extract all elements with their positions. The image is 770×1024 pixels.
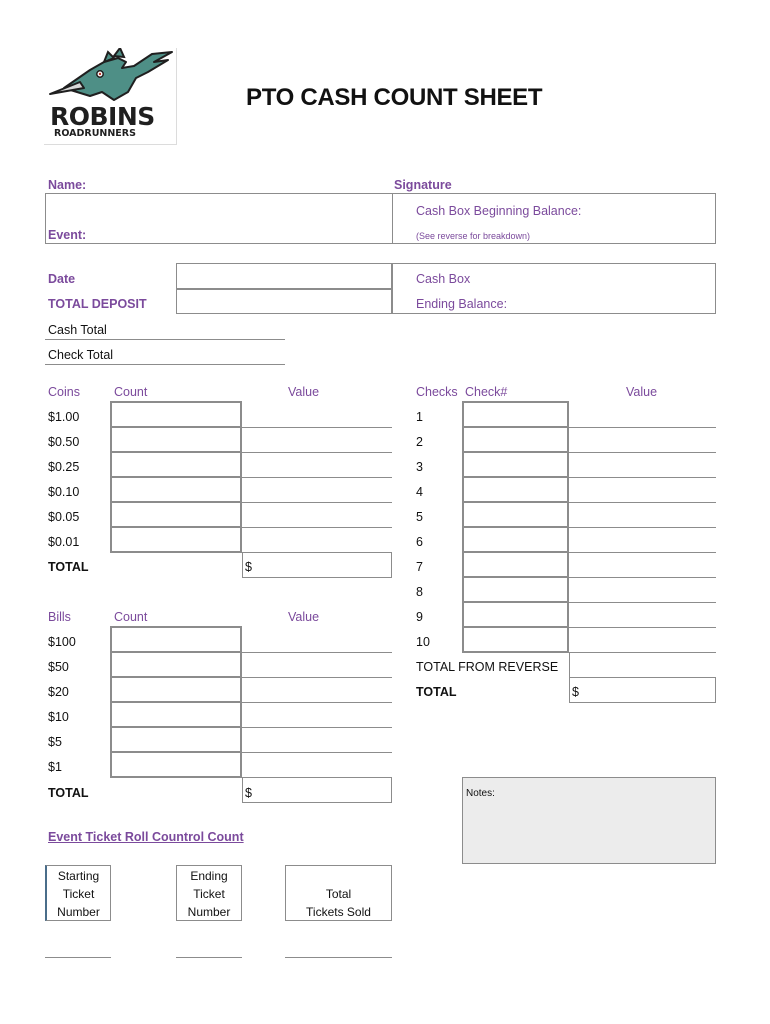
ending-balance-label: Ending Balance: bbox=[416, 297, 508, 311]
checks-header: Checks bbox=[416, 385, 458, 399]
name-event-box[interactable] bbox=[45, 193, 716, 244]
logo-line2: ROADRUNNERS bbox=[54, 128, 136, 139]
cash-total-line[interactable] bbox=[45, 339, 285, 340]
coin-count-field[interactable] bbox=[110, 501, 242, 528]
checks-number-header: Check# bbox=[465, 385, 508, 399]
checks-total-currency: $ bbox=[572, 685, 579, 699]
check-index: 10 bbox=[416, 635, 430, 649]
roadrunner-mascot-icon bbox=[44, 48, 176, 106]
coin-count-field[interactable] bbox=[110, 476, 242, 503]
total-tickets-entry-line[interactable] bbox=[285, 957, 392, 958]
check-number-field[interactable] bbox=[462, 526, 569, 553]
coin-count-field[interactable] bbox=[110, 401, 242, 428]
checks-total-field[interactable] bbox=[569, 677, 716, 703]
ending-ticket-line: Ticket bbox=[193, 887, 225, 901]
ending-ticket-entry-line[interactable] bbox=[176, 957, 242, 958]
date-field[interactable] bbox=[176, 263, 392, 289]
starting-ticket-line: Number bbox=[57, 905, 100, 919]
check-total-label: Check Total bbox=[48, 348, 114, 362]
total-deposit-field[interactable] bbox=[176, 289, 392, 314]
check-number-field[interactable] bbox=[462, 601, 569, 628]
coin-value-line[interactable] bbox=[242, 477, 392, 478]
checks-value-header: Value bbox=[626, 385, 658, 399]
coin-value-line[interactable] bbox=[242, 427, 392, 428]
ending-ticket-box[interactable] bbox=[176, 865, 242, 921]
check-value-line[interactable] bbox=[569, 427, 716, 428]
page-title: PTO CASH COUNT SHEET bbox=[246, 84, 543, 111]
check-index: 4 bbox=[416, 485, 423, 499]
check-number-field[interactable] bbox=[462, 551, 569, 578]
name-label: Name: bbox=[48, 178, 87, 192]
total-tickets-line: Tickets Sold bbox=[306, 905, 371, 919]
coin-denomination: $0.50 bbox=[48, 435, 80, 449]
check-value-line[interactable] bbox=[569, 552, 716, 553]
coin-value-line[interactable] bbox=[242, 502, 392, 503]
bill-value-line[interactable] bbox=[242, 702, 392, 703]
bill-value-line[interactable] bbox=[242, 752, 392, 753]
coin-denomination: $0.01 bbox=[48, 535, 80, 549]
cash-total-label: Cash Total bbox=[48, 323, 107, 337]
check-value-line[interactable] bbox=[569, 627, 716, 628]
event-label: Event: bbox=[48, 228, 87, 242]
bill-denomination: $20 bbox=[48, 685, 69, 699]
check-number-field[interactable] bbox=[462, 576, 569, 603]
coin-count-field[interactable] bbox=[110, 526, 242, 553]
bill-value-line[interactable] bbox=[242, 727, 392, 728]
ticket-heading: Event Ticket Roll Countrol Count bbox=[48, 830, 244, 844]
check-number-field[interactable] bbox=[462, 626, 569, 653]
coins-total-currency: $ bbox=[245, 560, 252, 574]
bill-count-field[interactable] bbox=[110, 751, 242, 778]
bill-denomination: $10 bbox=[48, 710, 69, 724]
bill-count-field[interactable] bbox=[110, 726, 242, 753]
starting-ticket-line: Starting bbox=[57, 869, 100, 883]
bill-denomination: $1 bbox=[48, 760, 62, 774]
bill-count-field[interactable] bbox=[110, 676, 242, 703]
bill-denomination: $50 bbox=[48, 660, 69, 674]
check-value-line[interactable] bbox=[569, 452, 716, 453]
cash-box-label: Cash Box bbox=[416, 272, 471, 286]
bill-denomination: $5 bbox=[48, 735, 62, 749]
starting-ticket-line: Ticket bbox=[62, 887, 95, 901]
logo-line1: ROBINS bbox=[50, 102, 155, 131]
bills-header: Bills bbox=[48, 610, 71, 624]
ending-ticket-line: Number bbox=[187, 905, 231, 919]
check-value-line[interactable] bbox=[569, 602, 716, 603]
bills-total-label: TOTAL bbox=[48, 786, 89, 800]
signature-label: Signature bbox=[394, 178, 452, 192]
check-number-field[interactable] bbox=[462, 476, 569, 503]
starting-ticket-box[interactable] bbox=[45, 865, 111, 921]
check-index: 8 bbox=[416, 585, 423, 599]
bill-count-field[interactable] bbox=[110, 701, 242, 728]
coin-denomination: $0.25 bbox=[48, 460, 80, 474]
check-number-field[interactable] bbox=[462, 451, 569, 478]
total-tickets-box[interactable] bbox=[285, 865, 392, 921]
coin-value-line[interactable] bbox=[242, 452, 392, 453]
check-index: 9 bbox=[416, 610, 423, 624]
bills-count-header: Count bbox=[114, 610, 148, 624]
notes-label: Notes: bbox=[466, 788, 495, 799]
bill-count-field[interactable] bbox=[110, 651, 242, 678]
coin-denomination: $0.05 bbox=[48, 510, 80, 524]
notes-box[interactable] bbox=[462, 777, 716, 864]
starting-ticket-entry-line[interactable] bbox=[45, 957, 111, 958]
divider bbox=[569, 652, 570, 678]
beginning-balance-note: (See reverse for breakdown) bbox=[416, 231, 531, 241]
check-index: 6 bbox=[416, 535, 423, 549]
coins-total-label: TOTAL bbox=[48, 560, 89, 574]
coins-count-header: Count bbox=[114, 385, 148, 399]
coin-denomination: $1.00 bbox=[48, 410, 80, 424]
check-number-field[interactable] bbox=[462, 426, 569, 453]
coin-value-line[interactable] bbox=[242, 527, 392, 528]
total-from-reverse-label: TOTAL FROM REVERSE bbox=[416, 660, 559, 674]
coins-value-header: Value bbox=[288, 385, 320, 399]
check-index: 1 bbox=[416, 410, 423, 424]
bills-value-header: Value bbox=[288, 610, 320, 624]
bill-value-line[interactable] bbox=[242, 677, 392, 678]
check-index: 7 bbox=[416, 560, 423, 574]
check-number-field[interactable] bbox=[462, 401, 569, 428]
check-value-line[interactable] bbox=[569, 477, 716, 478]
coins-total-field[interactable] bbox=[242, 552, 392, 578]
check-index: 3 bbox=[416, 460, 423, 474]
bill-count-field[interactable] bbox=[110, 626, 242, 653]
checks-total-label: TOTAL bbox=[416, 685, 457, 699]
coin-denomination: $0.10 bbox=[48, 485, 80, 499]
check-index: 2 bbox=[416, 435, 423, 449]
check-value-line[interactable] bbox=[569, 652, 716, 653]
check-value-line[interactable] bbox=[569, 502, 716, 503]
bills-total-field[interactable] bbox=[242, 777, 392, 803]
coin-count-field[interactable] bbox=[110, 451, 242, 478]
bill-denomination: $100 bbox=[48, 635, 76, 649]
check-value-line[interactable] bbox=[569, 527, 716, 528]
check-total-line[interactable] bbox=[45, 364, 285, 365]
beginning-balance-label: Cash Box Beginning Balance: bbox=[416, 204, 582, 218]
ending-ticket-line: Ending bbox=[190, 869, 228, 883]
coins-header: Coins bbox=[48, 385, 80, 399]
date-label: Date bbox=[48, 272, 76, 286]
logo bbox=[44, 48, 177, 145]
check-number-field[interactable] bbox=[462, 501, 569, 528]
total-tickets-line: Total bbox=[325, 887, 352, 901]
total-deposit-label: TOTAL DEPOSIT bbox=[48, 297, 147, 311]
divider bbox=[392, 193, 393, 244]
check-index: 5 bbox=[416, 510, 423, 524]
check-value-line[interactable] bbox=[569, 577, 716, 578]
coin-count-field[interactable] bbox=[110, 426, 242, 453]
bill-value-line[interactable] bbox=[242, 652, 392, 653]
bills-total-currency: $ bbox=[245, 786, 252, 800]
